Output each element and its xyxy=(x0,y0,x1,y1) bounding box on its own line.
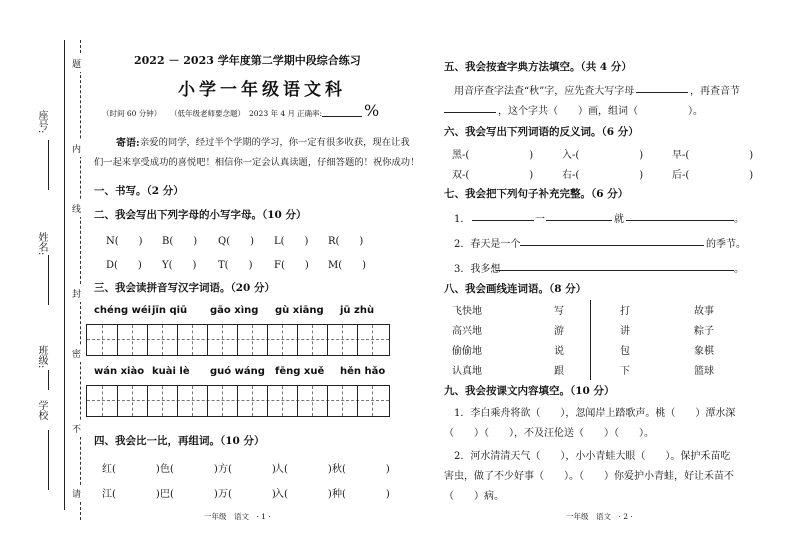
letter-item[interactable]: M( ) xyxy=(328,260,367,271)
word-item[interactable]: 江( ) xyxy=(102,489,160,500)
antonym-item[interactable]: 后-( ) xyxy=(672,170,754,181)
pinyin-label: kuài lè xyxy=(152,366,190,377)
sentence-word: 一 xyxy=(535,214,545,225)
letter-item[interactable]: T( ) xyxy=(218,260,253,271)
word-item[interactable]: 红( ) xyxy=(102,464,160,475)
subject-title: 小学一年级语文科 xyxy=(178,80,346,100)
school-label: 学校 xyxy=(36,400,47,420)
match-word-left[interactable]: 偷偷地 xyxy=(452,346,482,357)
section-6-heading: 六、我会写出下列词语的反义词。（6 分） xyxy=(444,126,639,138)
word-item[interactable]: 入( ) xyxy=(274,489,332,500)
match-noun[interactable]: 篮球 xyxy=(694,366,714,377)
text-line[interactable]: （ ）病。 xyxy=(444,491,504,502)
sentence-word: 就 xyxy=(614,214,624,225)
match-word-left[interactable]: 飞快地 xyxy=(452,306,482,317)
sentence-blank[interactable] xyxy=(546,208,612,221)
match-verb[interactable]: 打 xyxy=(620,306,630,317)
letter-item[interactable]: Q( ) xyxy=(218,236,255,247)
seal-char: 线 xyxy=(72,200,81,217)
name-label: 姓名: xyxy=(36,232,47,256)
word-item[interactable]: 种( ) xyxy=(332,489,390,500)
sentence-blank[interactable] xyxy=(496,258,734,271)
pinyin-label: jū zhù xyxy=(340,305,375,316)
text-line[interactable]: 害虫，做了不少好事（ ）。（ ）你爱护小青蛙，好让禾苗不 xyxy=(444,471,734,482)
match-verb[interactable]: 写 xyxy=(554,306,564,317)
seal-char: 题 xyxy=(72,55,81,72)
page-footer-2: 一年级 语文 · 2 · xyxy=(566,512,633,521)
letter-item[interactable]: R( ) xyxy=(328,236,364,247)
match-verb[interactable]: 跟 xyxy=(554,366,564,377)
section-7-heading: 七、我会把下列句子补充完整。（6 分） xyxy=(444,188,629,200)
match-verb[interactable]: 下 xyxy=(620,366,630,377)
pinyin-label: fēng xuě xyxy=(275,366,325,377)
text-line[interactable]: 2．河水清清天气（ ），小小青蛙大眼（ ）。保护禾苗吃 xyxy=(454,451,731,462)
letter-item[interactable]: F( ) xyxy=(274,260,309,271)
section-2-heading: 二、我会写出下列字母的小写字母。（10 分） xyxy=(94,209,307,221)
section-9-heading: 九、我会按课文内容填空。（10 分） xyxy=(444,385,615,397)
sentence-start: 3．我多想 xyxy=(454,264,501,275)
dictionary-line: ，再查音节 xyxy=(690,86,740,97)
class-label: 班级: xyxy=(36,345,47,369)
antonym-item[interactable]: 入-( ) xyxy=(562,150,644,161)
letter-item[interactable]: D( ) xyxy=(106,260,142,271)
poem-line[interactable]: 1．李白乘舟将欲（ ），忽闻岸上踏歌声。桃（ ）潭水深 xyxy=(454,408,736,419)
sentence-blank[interactable] xyxy=(520,233,704,246)
match-noun[interactable]: 象棋 xyxy=(694,346,714,357)
letter-item[interactable]: L( ) xyxy=(274,236,309,247)
percent-sign: % xyxy=(364,101,380,120)
school-field[interactable] xyxy=(48,430,49,490)
sentence-end: 。 xyxy=(734,214,744,225)
margin-line xyxy=(64,40,65,510)
word-item[interactable]: 方( ) xyxy=(218,464,276,475)
exam-title: 2022 － 2023 学年度第二学期中段综合练习 xyxy=(134,54,361,67)
pinyin-label: gāo xìng xyxy=(210,305,259,316)
accuracy-field[interactable] xyxy=(322,104,362,117)
sentence-end: 。 xyxy=(734,264,744,275)
sentence-number: 1． xyxy=(454,214,471,225)
antonym-item[interactable]: 双-( ) xyxy=(452,170,534,181)
word-item[interactable]: 秋( ) xyxy=(332,464,390,475)
letter-item[interactable]: N( ) xyxy=(106,236,143,247)
sentence-end: 的季节。 xyxy=(706,239,746,250)
writing-grid-row-2[interactable] xyxy=(86,385,390,417)
dictionary-line: 用音序查字法查“秋”字，应先查大写字母 xyxy=(454,86,635,97)
seal-char: 密 xyxy=(72,345,81,362)
dictionary-line: ，这个字共（ ）画，组词（ ）。 xyxy=(498,106,703,117)
writing-grid-row-1[interactable] xyxy=(86,324,390,356)
match-noun[interactable]: 故事 xyxy=(694,306,714,317)
sentence-blank[interactable] xyxy=(472,208,534,221)
sentence-blank[interactable] xyxy=(626,208,734,221)
letter-item[interactable]: Y( ) xyxy=(162,260,197,271)
seal-char: 内 xyxy=(72,140,81,157)
section-8-heading: 八、我会画线连词语。（8 分） xyxy=(444,283,587,295)
matching-divider xyxy=(590,300,591,380)
seal-char: 请 xyxy=(72,485,81,502)
section-3-heading: 三、我会读拼音写汉字词语。（20 分） xyxy=(94,282,276,294)
pinyin-label: chéng wéi xyxy=(94,305,152,316)
word-item[interactable]: 万( ) xyxy=(218,489,276,500)
antonym-item[interactable]: 黑-( ) xyxy=(452,150,534,161)
message-line: 们一起来享受成功的喜悦吧！相信你一定会认真读题，仔细答题的！祝你成功！ xyxy=(94,157,420,168)
seal-dash-line xyxy=(80,40,81,520)
match-verb[interactable]: 游 xyxy=(554,326,564,337)
section-5-heading: 五、我会按查字典方法填空。（共 4 分） xyxy=(444,61,632,73)
match-word-left[interactable]: 认真地 xyxy=(452,366,482,377)
match-verb[interactable]: 讲 xyxy=(620,326,630,337)
reader-note: （低年级老师要念题） xyxy=(170,109,245,118)
seal-char: 不 xyxy=(72,420,81,437)
match-verb[interactable]: 说 xyxy=(554,346,564,357)
match-noun[interactable]: 粽子 xyxy=(694,326,714,337)
capital-letter-field[interactable] xyxy=(636,80,688,93)
letter-item[interactable]: B( ) xyxy=(162,236,198,247)
pinyin-label: wán xiào xyxy=(94,366,145,377)
word-item[interactable]: 巴( ) xyxy=(160,489,218,500)
word-item[interactable]: 人( ) xyxy=(274,464,332,475)
time-limit: （时间 60 分钟） xyxy=(102,109,162,118)
accuracy-label: 正确率: xyxy=(297,109,323,118)
match-word-left[interactable]: 高兴地 xyxy=(452,326,482,337)
name-field[interactable] xyxy=(48,255,49,305)
class-field[interactable] xyxy=(48,370,49,390)
message-heading: 寄语: xyxy=(116,138,140,149)
word-item[interactable]: 色( ) xyxy=(160,464,218,475)
binding-margin xyxy=(0,0,88,550)
pinyin-label: guó wáng xyxy=(210,366,265,377)
pinyin-label: hěn hǎo xyxy=(340,366,386,377)
sentence-start: 2．春天是一个 xyxy=(454,239,521,250)
seal-char: 封 xyxy=(72,285,81,302)
section-1-heading: 一、书写。（2 分） xyxy=(94,185,184,197)
section-4-heading: 四、我会比一比，再组词。（10 分） xyxy=(94,435,265,447)
seat-number-field[interactable] xyxy=(48,140,49,190)
seat-number-label: 座号: xyxy=(36,110,47,134)
antonym-item[interactable]: 早-( ) xyxy=(672,150,754,161)
page-footer-1: 一年级 语文 · 1 · xyxy=(204,512,271,521)
pinyin-label: gù xiāng xyxy=(275,305,324,316)
message-line: 亲爱的同学，经过半个学期的学习，你一定有很多收获，现在让我 xyxy=(140,137,410,148)
poem-line[interactable]: （ ）（ ），不及汪伦送（ ）（ ）。 xyxy=(444,428,654,439)
match-verb[interactable]: 包 xyxy=(620,346,630,357)
pinyin-label: jīn qiū xyxy=(152,305,188,316)
antonym-item[interactable]: 右-( ) xyxy=(562,170,644,181)
exam-date: 2023 年 4 月 xyxy=(249,109,296,118)
syllable-field[interactable] xyxy=(444,100,496,113)
